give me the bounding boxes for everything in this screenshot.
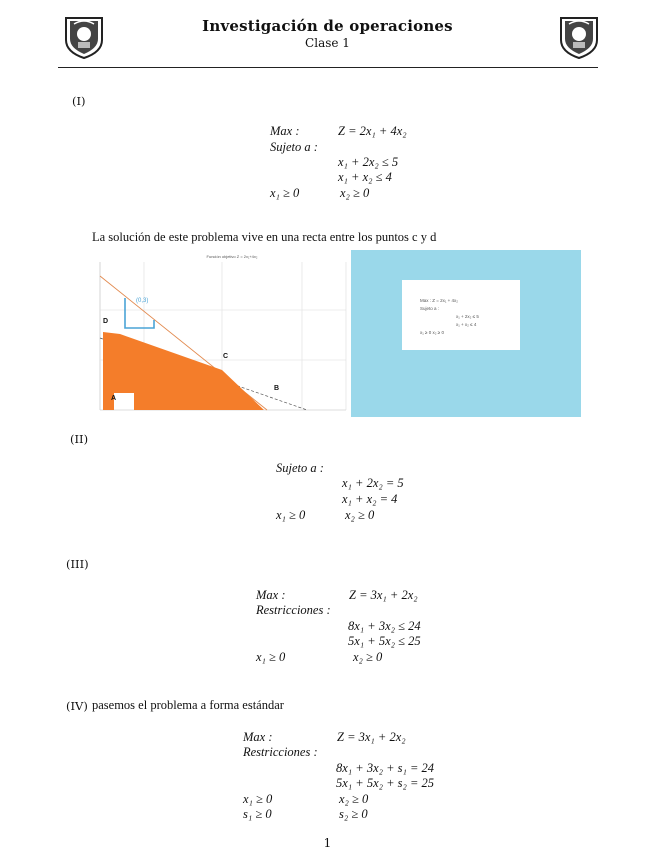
- math-text: s₂ ≥ 0: [339, 807, 368, 821]
- math-text: Z = 3x₁ + 2x₂: [337, 730, 406, 744]
- document-title: Investigación de operaciones: [202, 17, 453, 35]
- math-text: Sujeto a :: [270, 140, 318, 154]
- math-text: x₁ ≥ 0: [270, 186, 300, 200]
- paragraph: La solución de este problema vive en una recta entre los puntos c y d: [92, 230, 437, 244]
- section-label: (III): [66, 557, 89, 571]
- math-text: 8x₁ + 3x₂ + s₁ = 24: [336, 761, 435, 775]
- math-text: s₁ ≥ 0: [243, 807, 272, 821]
- unam-seal-icon: [555, 12, 603, 60]
- section-label: (IV): [66, 699, 88, 713]
- point-label-a: A: [111, 395, 117, 402]
- document-subtitle: Clase 1: [305, 36, 350, 50]
- math-text: x₁ ≥ 0: [276, 508, 306, 522]
- section-label: (I): [72, 94, 86, 108]
- feasible-region: [103, 332, 264, 410]
- chart-title: Función objetivo Z = 2x₁+4x₂: [206, 254, 258, 259]
- math-text: x₁ + x₂ = 4: [342, 492, 398, 506]
- math-text: x₁ + 2x₂ = 5: [342, 476, 404, 490]
- math-text: Restricciones :: [243, 745, 318, 759]
- card-text: Sujeto a :: [420, 306, 440, 311]
- math-text: Z = 2x₁ + 4x₂: [338, 124, 407, 138]
- math-text: x₁ + 2x₂ ≤ 5: [338, 155, 399, 169]
- math-text: Restricciones :: [256, 603, 331, 617]
- card-text: Max : Z = 2x₁ + 4x₂: [420, 298, 459, 303]
- math-text: x₂ ≥ 0: [345, 508, 375, 522]
- math-text: 5x₁ + 5x₂ ≤ 25: [348, 634, 421, 648]
- page-number: 1: [323, 836, 332, 850]
- point-label-d: D: [103, 318, 109, 325]
- math-text: x₂ ≥ 0: [339, 792, 369, 806]
- math-text: 8x₁ + 3x₂ ≤ 24: [348, 619, 421, 633]
- paragraph: pasemos el problema a forma estándar: [92, 698, 284, 712]
- point-label: (0,3): [136, 298, 149, 304]
- point-label-b: B: [274, 385, 280, 392]
- math-text: x₂ ≥ 0: [340, 186, 370, 200]
- math-text: x₁ ≥ 0: [256, 650, 286, 664]
- card-text: x₁ + 2x₂ ≤ 5: [456, 314, 479, 319]
- math-text: 5x₁ + 5x₂ + s₂ = 25: [336, 776, 435, 790]
- point-label-c: C: [223, 353, 229, 360]
- section-label: (II): [70, 432, 89, 446]
- card-text: x₁ ≥ 0 x₂ ≥ 0: [420, 330, 444, 335]
- math-text: Z = 3x₁ + 2x₂: [349, 588, 418, 602]
- math-text: Sujeto a :: [276, 461, 324, 475]
- math-text: x₂ ≥ 0: [353, 650, 383, 664]
- card-text: x₁ + x₂ ≤ 4: [456, 322, 477, 327]
- feasible-region-chart: [92, 250, 349, 414]
- math-text: Max :: [270, 124, 300, 138]
- header-rule: [58, 67, 598, 68]
- math-text: x₁ + x₂ ≤ 4: [338, 170, 392, 184]
- math-text: Max :: [243, 730, 273, 744]
- math-text: Max :: [256, 588, 286, 602]
- math-text: x₁ ≥ 0: [243, 792, 273, 806]
- problem-card: [402, 280, 520, 350]
